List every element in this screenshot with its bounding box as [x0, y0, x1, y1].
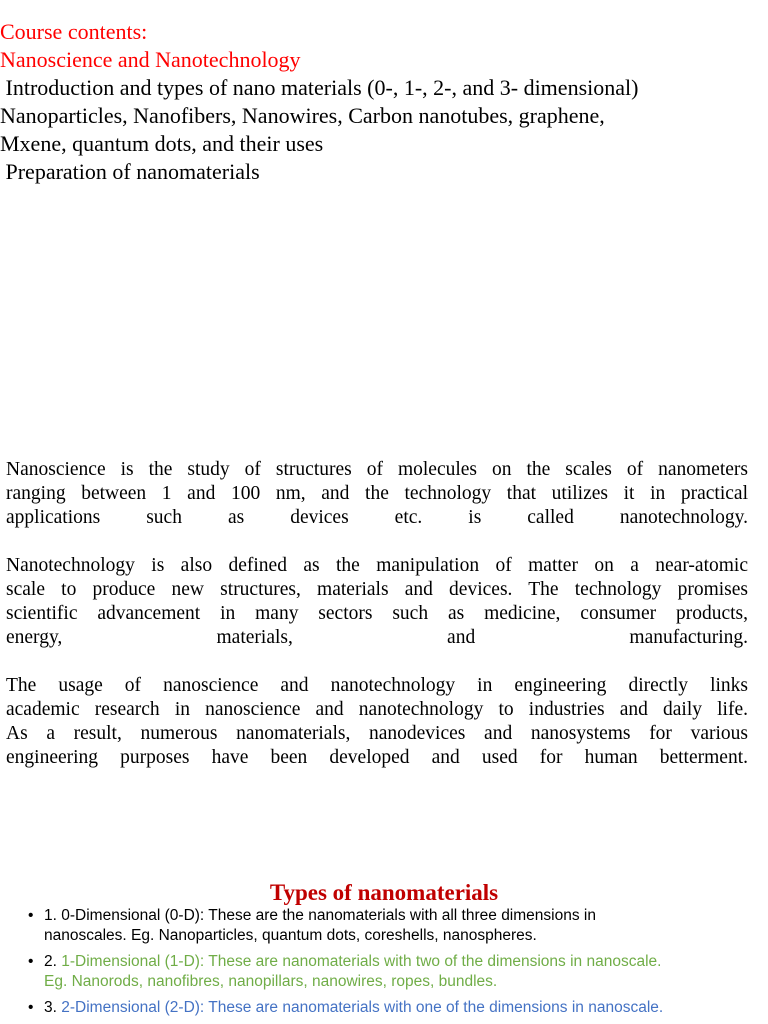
paragraph-line: applications such as devices etc. is called nanotechnology. [6, 507, 748, 528]
paragraph-line: ranging between 1 and 100 nm, and the technology that utilizes it in practical [6, 483, 748, 504]
course-line-1: Introduction and types of nano materials (0-, 1-, 2-, and 3- dimensional) [0, 75, 639, 100]
list-item [28, 906, 758, 946]
paragraph-line: Nanotechnology is also defined as the manipulation of matter on a near-atomic [6, 555, 748, 576]
item-number: 2. [44, 953, 57, 970]
paragraph-line: Nanoscience is the study of structures of molecules on the scales of nanometers [6, 459, 748, 480]
item-text-continued: Eg. Nanorods, nanofibres, nanopillars, nanowires, ropes, bundles. [44, 973, 498, 990]
item-text: 2-Dimensional (2-D): These are nanomaterials with one of the dimensions in nanoscale. [61, 999, 664, 1016]
paragraph-line: scale to produce new structures, materials and devices. The technology promises [6, 579, 748, 600]
course-line-4: Preparation of nanomaterials [0, 159, 260, 184]
course-contents-section [0, 18, 768, 186]
paragraph-line: scientific advancement in many sectors such as medicine, consumer products, [6, 603, 748, 624]
paragraph-line: engineering purposes have been developed and used for human betterment. [6, 747, 748, 768]
course-subheading: Nanoscience and Nanotechnology [0, 47, 301, 72]
course-line-2: Nanoparticles, Nanofibers, Nanowires, Carbon nanotubes, graphene, [0, 103, 605, 128]
types-list [28, 906, 758, 1024]
paragraph-line: As a result, numerous nanomaterials, nanodevices and nanosystems for various [6, 723, 748, 744]
paragraph-line: academic research in nanoscience and nanotechnology to industries and daily life. [6, 699, 748, 720]
list-item [28, 998, 758, 1018]
paragraph-nanotechnology [6, 554, 748, 650]
item-text: 0-Dimensional (0-D): These are the nanomaterials with all three dimensions in [61, 907, 596, 924]
bullet-icon: • [28, 907, 34, 924]
paragraph-line: energy, materials, and manufacturing. [6, 627, 748, 648]
course-contents-heading: Course contents: [0, 19, 148, 44]
list-item [28, 952, 758, 992]
paragraph-usage [6, 674, 748, 770]
paragraph-line: The usage of nanoscience and nanotechnology in engineering directly links [6, 675, 748, 696]
course-line-3: Mxene, quantum dots, and their uses [0, 131, 324, 156]
types-title: Types of nanomaterials [269, 880, 499, 905]
paragraph-nanoscience [6, 458, 748, 530]
item-number: 1. [44, 907, 57, 924]
item-text: 1-Dimensional (1-D): These are nanomaterials with two of the dimensions in nanoscale. [61, 953, 662, 970]
bullet-icon: • [28, 999, 34, 1016]
bullet-icon: • [28, 953, 34, 970]
item-text-continued: nanoscales. Eg. Nanoparticles, quantum dots, coreshells, nanospheres. [44, 927, 537, 944]
item-number: 3. [44, 999, 57, 1016]
